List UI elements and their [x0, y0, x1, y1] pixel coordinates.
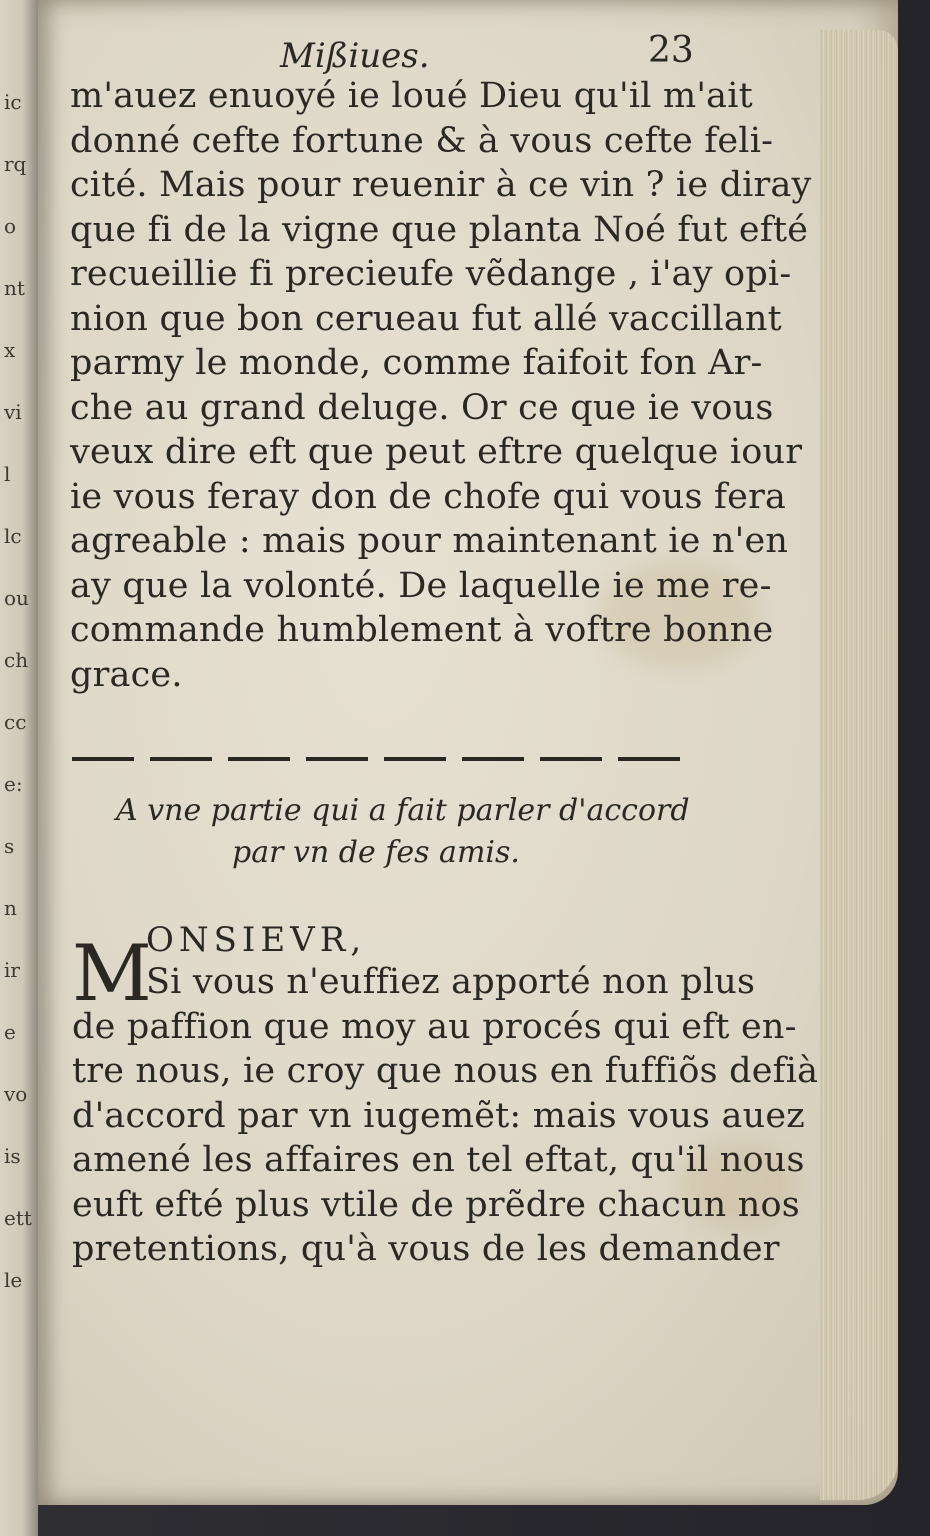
margin-fragment: ett [4, 1206, 32, 1230]
text-line: euft efté plus vtile de prẽdre chacun nos [72, 1184, 800, 1225]
margin-fragment: s [4, 834, 15, 858]
text-line: tre nous, ie croy que nous en fuffiõs defià [72, 1051, 819, 1091]
margin-fragment: le [4, 1268, 23, 1292]
text-line: grace. [70, 654, 183, 695]
text-line: cité. Mais pour reuenir à ce vin ? ie diray [70, 165, 812, 205]
margin-fragment: ic [4, 90, 22, 114]
margin-fragment: vi [4, 400, 22, 424]
margin-fragment: ch [4, 648, 29, 672]
text-line: pretentions, qu'à vous de les demander [72, 1229, 780, 1269]
margin-fragment: n [4, 896, 17, 920]
text-line: agreable : mais pour maintenant ie n'en [70, 521, 789, 561]
margin-fragment: nt [4, 276, 25, 300]
text-line: nion que bon cerueau fut allé vaccillant [70, 298, 782, 339]
text-line: recueillie fi precieufe vẽdange , i'ay opi- [70, 254, 792, 294]
margin-fragment: is [4, 1144, 21, 1168]
text-line: amené les affaires en tel eftat, qu'il nous [72, 1140, 805, 1180]
margin-fragment: o [4, 214, 17, 238]
salutation: ONSIEVR, [146, 920, 367, 960]
margin-fragment: l [4, 462, 11, 486]
margin-fragment: x [4, 338, 16, 362]
margin-fragment: ou [4, 586, 29, 610]
text-line: donné cefte fortune & à vous cefte feli- [70, 120, 774, 161]
drop-capital: M [72, 929, 152, 1019]
text-line: m'auez enuoyé ie loué Dieu qu'il m'ait [70, 76, 753, 116]
text-line: d'accord par vn iugemẽt: mais vous auez [72, 1095, 805, 1136]
page-number: 23 [648, 30, 694, 71]
section-divider-rule [72, 757, 692, 761]
margin-fragment: vo [4, 1082, 28, 1106]
facing-page-edge [0, 0, 38, 1536]
text-line: parmy le monde, comme faifoit fon Ar- [70, 343, 763, 383]
text-line: de paffion que moy au procés qui eft en- [72, 1006, 797, 1047]
text-line: commande humblement à voftre bonne [70, 610, 774, 650]
heading-line: par vn de fes amis. [232, 835, 520, 870]
margin-fragment: cc [4, 710, 27, 734]
page-edges [820, 30, 898, 1500]
text-line: ie vous feray don de chofe qui vous fera [70, 476, 787, 517]
text-line: que fi de la vigne que planta Noé fut efté [70, 209, 809, 250]
heading-line: A vne partie qui a fait parler d'accord [116, 793, 690, 828]
margin-fragment: lc [4, 524, 22, 548]
running-head: Mißiues. [280, 36, 430, 76]
text-line: veux dire eft que peut eftre quelque iour [70, 432, 803, 472]
margin-fragment: e: [4, 772, 23, 796]
margin-fragment: e [4, 1020, 16, 1044]
text-line: Si vous n'euffiez apporté non plus [146, 962, 756, 1002]
text-line: ay que la volonté. De laquelle ie me re- [70, 565, 772, 606]
margin-fragment: rq [4, 152, 27, 176]
margin-fragment: ir [4, 958, 20, 982]
text-line: che au grand deluge. Or ce que ie vous [70, 387, 774, 428]
